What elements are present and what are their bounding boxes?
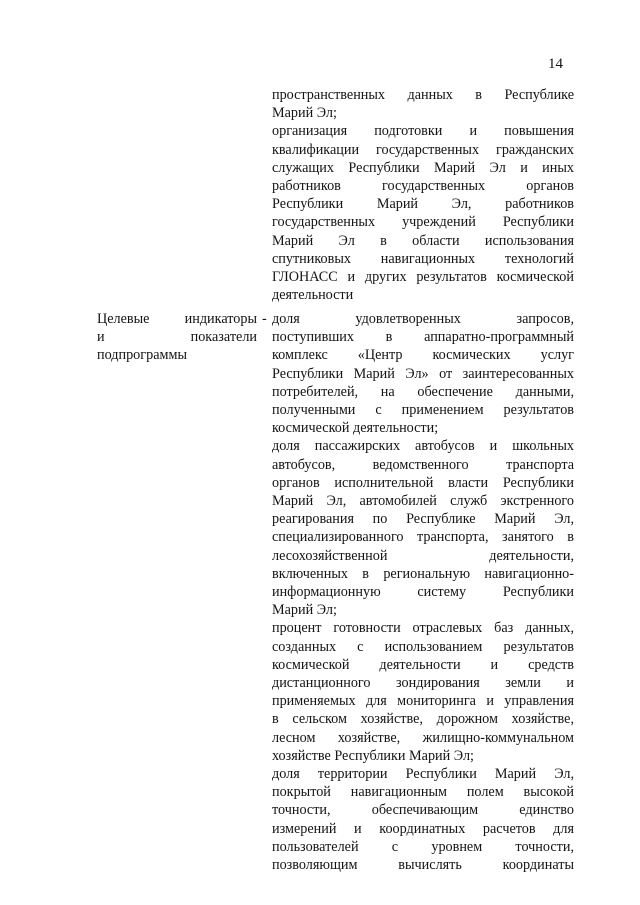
text-line: Марий Эл в области использования [272, 232, 574, 249]
page-number: 14 [548, 56, 563, 72]
label-dash: - [262, 311, 267, 327]
text-line: информационную систему Республики [272, 584, 574, 601]
continuation-text-block [272, 86, 574, 304]
text-line: квалификации государственных гражданских [272, 141, 574, 158]
text-line: доля удовлетворенных запросов, [272, 311, 574, 327]
text-line: специализированного транспорта, занятого в [272, 529, 574, 546]
text-line: позволяющим вычислять координаты [272, 857, 574, 874]
text-line: организация подготовки и повышения [272, 123, 574, 140]
text-line: реагирования по Республике Марий Эл, [272, 511, 574, 528]
text-line: государственных учреждений Республики [272, 214, 574, 231]
text-line: космической деятельности; [272, 420, 439, 437]
label-line: и показатели [97, 329, 257, 346]
text-line: включенных в региональную навигационно- [272, 565, 574, 582]
text-line: Марий Эл, автомобилей служб экстренного [272, 493, 574, 510]
text-line: Марий Эл; [272, 105, 337, 122]
text-line: созданных с использованием результатов [272, 638, 574, 655]
indicators-text-block [272, 310, 574, 874]
text-line: в сельском хозяйстве, дорожном хозяйстве, [272, 711, 574, 728]
text-line: органов исполнительной власти Республики [272, 474, 574, 491]
text-line: потребителей, на обеспечение данными, [272, 383, 574, 400]
text-line: покрытой навигационным полем высокой [272, 784, 574, 801]
text-line: лесном хозяйстве, жилищно-коммунальном [272, 729, 574, 746]
text-line: доля территории Республики Марий Эл, [272, 766, 574, 783]
label-line: подпрограммы [97, 347, 187, 364]
text-line: спутниковых навигационных технологий [272, 250, 574, 267]
text-line: дистанционного зондирования земли и [272, 675, 574, 692]
text-line: доля пассажирских автобусов и школьных [272, 438, 574, 455]
text-line: хозяйстве Республики Марий Эл; [272, 747, 474, 764]
text-line: полученными с применением результатов [272, 402, 574, 419]
text-line: точности, обеспечивающим единство [272, 802, 574, 819]
label-line: Целевые индикаторы [97, 311, 257, 327]
text-line: служащих Республики Марий Эл и иных [272, 159, 574, 176]
section-label [97, 310, 257, 365]
text-line: работников государственных органов [272, 178, 574, 195]
text-line: Республики Марий Эл, работников [272, 196, 574, 213]
text-line: космической деятельности и средств [272, 656, 574, 673]
text-line: лесохозяйственной деятельности, [272, 547, 574, 564]
text-line: комплекс «Центр космических услуг [272, 347, 574, 364]
text-line: поступивших в аппаратно-программный [272, 329, 574, 346]
text-line: пространственных данных в Республике [272, 87, 574, 103]
text-line: Марий Эл; [272, 602, 337, 619]
text-line: автобусов, ведомственного транспорта [272, 456, 574, 473]
text-line: применяемых для мониторинга и управления [272, 693, 574, 710]
text-line: процент готовности отраслевых баз данных, [272, 620, 574, 637]
text-line: измерений и координатных расчетов для [272, 820, 574, 837]
text-line: Республики Марий Эл» от заинтересованных [272, 365, 574, 382]
text-line: деятельности [272, 287, 354, 304]
text-line: пользователей с уровнем точности, [272, 838, 574, 855]
text-line: ГЛОНАСС и других результатов космической [272, 269, 574, 286]
